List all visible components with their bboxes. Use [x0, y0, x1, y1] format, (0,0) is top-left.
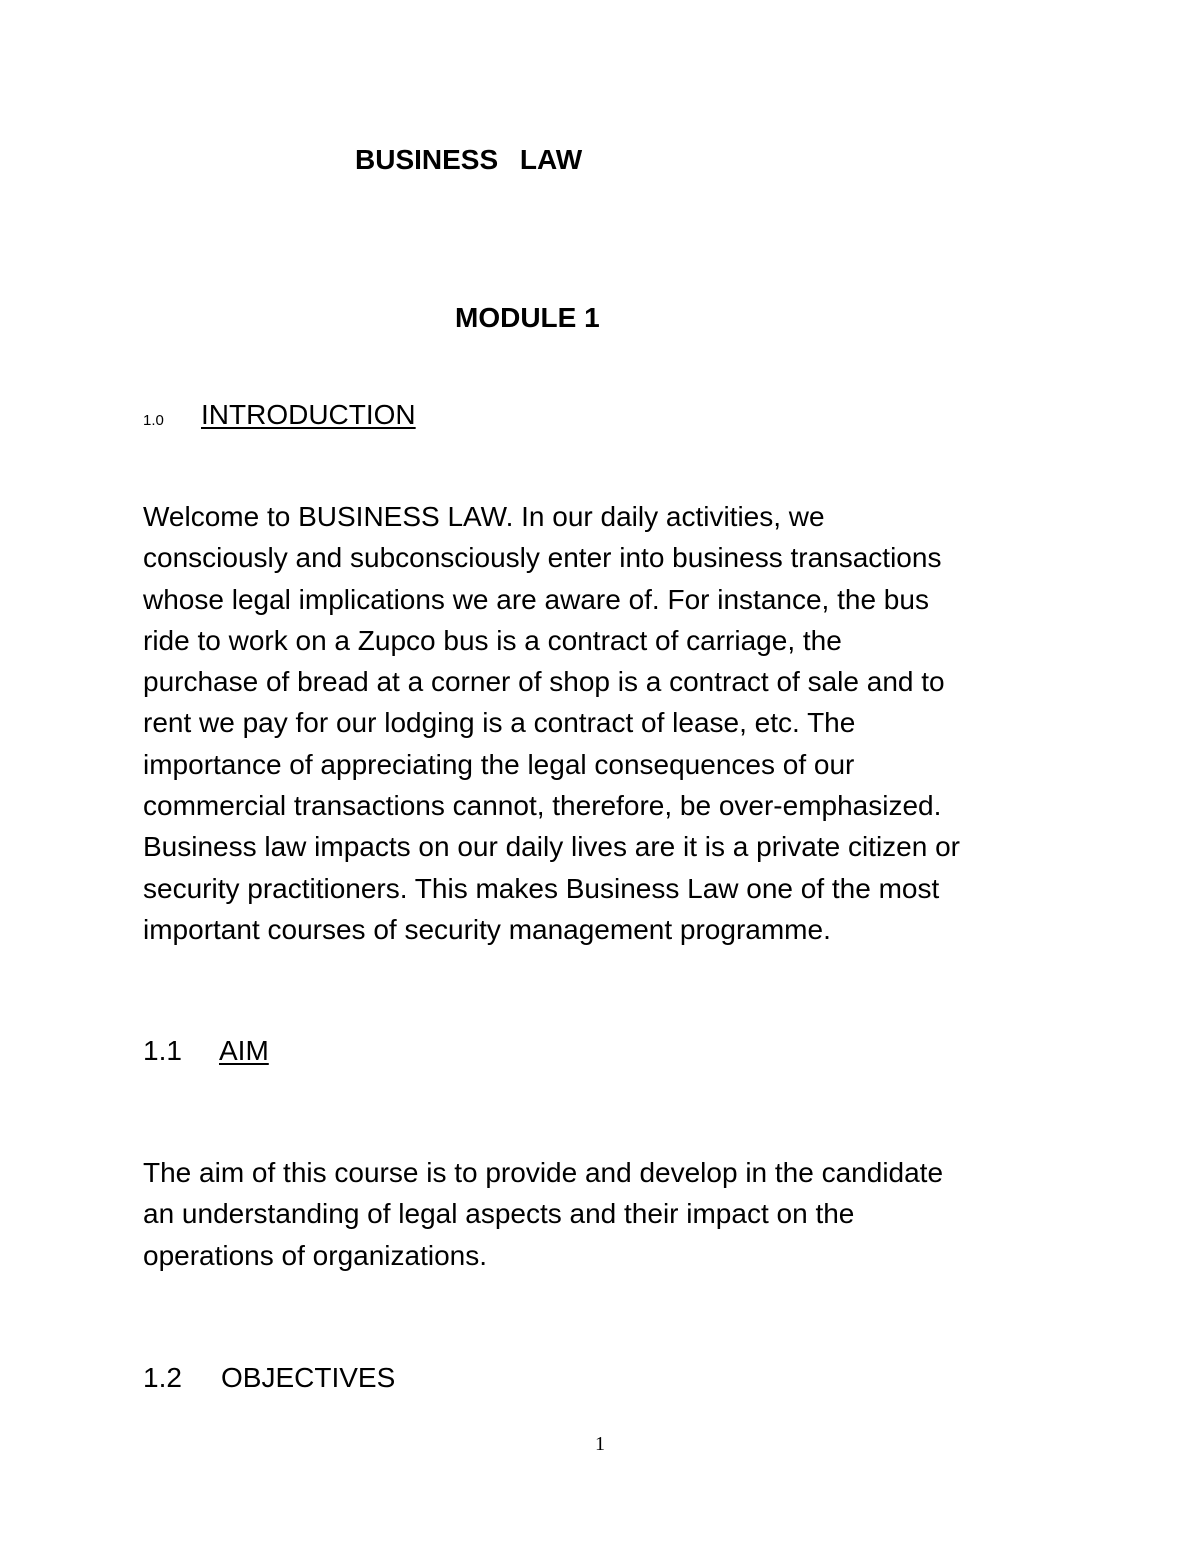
paragraph-line: The aim of this course is to provide and develop in the candidate: [143, 1157, 944, 1188]
paragraph-line: whose legal implications we are aware of. For instance, the bus: [143, 583, 929, 615]
section-number-aim: 1.1: [143, 1035, 182, 1066]
paragraph-line: security practitioners. This makes Business Law one of the most: [143, 872, 940, 904]
page-number: 1: [595, 1433, 605, 1455]
section-number-introduction: 1.0: [143, 412, 164, 429]
paragraph-line: important courses of security management programme.: [143, 913, 831, 945]
paragraph-line: ride to work on a Zupco bus is a contract of carriage, the: [143, 624, 842, 656]
section-number-objectives: 1.2: [143, 1362, 182, 1393]
section-heading-objectives: OBJECTIVES: [221, 1362, 396, 1393]
paragraph-line: consciously and subconsciously enter into business transactions: [143, 542, 942, 574]
section-heading-aim: AIM: [219, 1035, 269, 1066]
section-heading-introduction: INTRODUCTION: [201, 399, 416, 430]
module-title: MODULE 1: [455, 302, 600, 333]
aim-paragraph: [143, 1152, 1073, 1276]
paragraph-line: Business law impacts on our daily lives are it is a private citizen or: [143, 831, 961, 863]
paragraph-line: purchase of bread at a corner of shop is a contract of sale and to: [143, 666, 945, 698]
paragraph-line: commercial transactions cannot, therefore, be over-emphasized.: [143, 790, 942, 822]
paragraph-line: rent we pay for our lodging is a contract of lease, etc. The: [143, 707, 856, 739]
paragraph-line: operations of organizations.: [143, 1239, 487, 1271]
paragraph-line: importance of appreciating the legal consequences of our: [143, 748, 855, 780]
document-title: BUSINESS LAW: [355, 144, 583, 175]
paragraph-line: an understanding of legal aspects and their impact on the: [143, 1198, 855, 1230]
introduction-paragraph: [143, 496, 1073, 950]
paragraph-line: Welcome to BUSINESS LAW. In our daily activities, we: [143, 501, 825, 532]
